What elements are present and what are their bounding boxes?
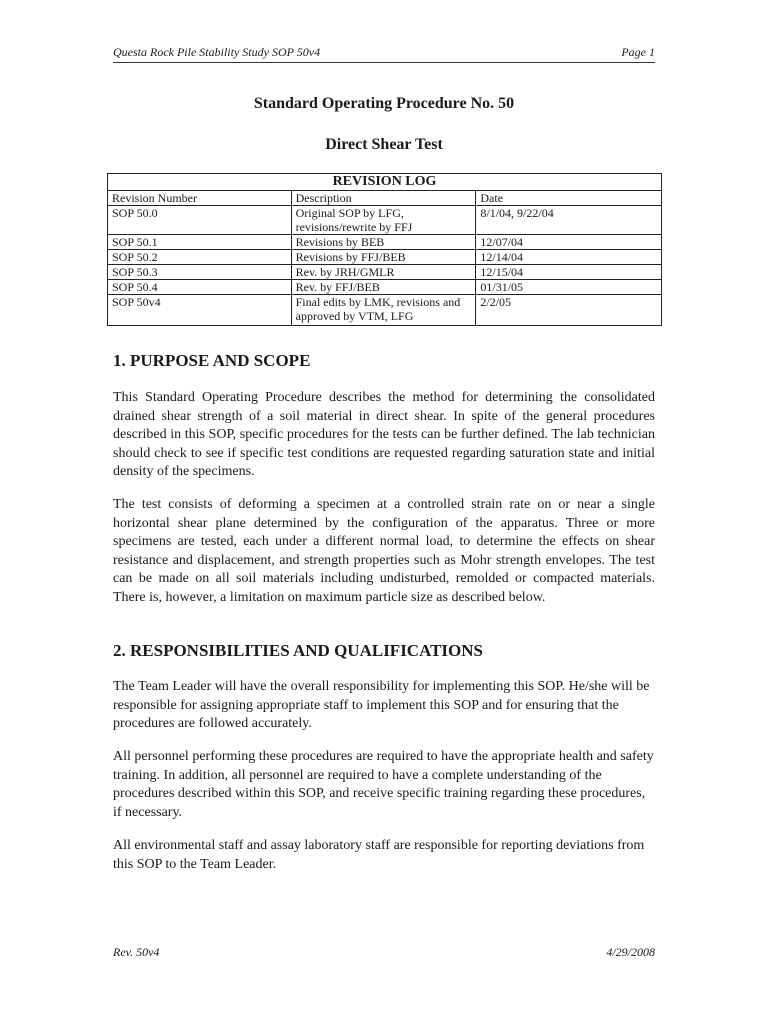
paragraph: All environmental staff and assay laboratory staff are responsible for reporting deviations from this SOP to the Team Leader. [113,838,645,872]
table-cell: 12/07/04 [476,235,662,250]
table-cell: 12/14/04 [476,250,662,265]
table-row [108,280,662,295]
footer-date: 4/29/2008 [606,945,655,959]
table-cell: 8/1/04, 9/22/04 [476,206,662,235]
footer-revision: Rev. 50v4 [113,945,160,959]
table-cell: SOP 50.0 [108,206,292,235]
table-row [108,235,662,250]
section-heading-purpose: 1. PURPOSE AND SCOPE [113,351,311,370]
revision-log-table [107,173,662,326]
section-heading-responsibilities: 2. RESPONSIBILITIES AND QUALIFICATIONS [113,641,484,660]
table-row [108,250,662,265]
paragraph: The test consists of deforming a specimen at a controlled strain rate on or near a single horizontal shear plane determined by the configuration of the apparatus. Three or more specimens are tested, each under a different normal load, to determine the effects on shear resistance and displacement, and strength properties such as Mohr strength envelopes. The test can be made on all soil materials including undisturbed, remolded or compacted materials. There is, however, a limitation on maximum particle size as described below. [113,497,655,605]
paragraph: This Standard Operating Procedure describes the method for determining the consolidated drained shear strength of a soil material in direct shear. In spite of the general procedures described in this SOP, specific procedures for the tests can be further defined. The lab technician should check to see if specific test conditions are requested regarding saturation state and initial density of the specimens. [113,390,655,479]
header-page-number: Page 1 [621,45,655,59]
table-cell: 12/15/04 [476,265,662,280]
paragraph: All personnel performing these procedures are required to have the appropriate health and safety training. In addition, all personnel are required to have a complete understanding of the procedures described within this SOP, and receive specific training regarding these procedures, if necessary. [113,749,654,820]
table-cell: 01/31/05 [476,280,662,295]
paragraph: The Team Leader will have the overall responsibility for implementing this SOP. He/she will be responsible for assigning appropriate staff to implement this SOP and for ensuring that the procedures are followed accurately. [113,679,650,731]
table-row [108,295,662,326]
table-cell: SOP 50.4 [108,280,292,295]
table-cell: SOP 50v4 [108,295,292,326]
document-subtitle: Direct Shear Test [325,136,443,153]
table-cell: Rev. by FFJ/BEB [291,280,476,295]
table-cell: SOP 50.3 [108,265,292,280]
table-cell: Final edits by LMK, revisions and approved by VTM, LFG [291,295,476,326]
table-cell: Revisions by BEB [291,235,476,250]
table-row [108,206,662,235]
column-header: Revision Number [108,191,292,206]
table-cell: 2/2/05 [476,295,662,326]
table-header-row [108,191,662,206]
header-study-title: Questa Rock Pile Stability Study SOP 50v4 [113,45,321,59]
table-cell: SOP 50.1 [108,235,292,250]
table-cell: SOP 50.2 [108,250,292,265]
table-cell: Rev. by JRH/GMLR [291,265,476,280]
document-title: Standard Operating Procedure No. 50 [253,95,515,112]
revision-log-caption: REVISION LOG [108,174,662,191]
column-header: Date [476,191,662,206]
table-row [108,265,662,280]
running-header [113,45,655,63]
table-cell: Revisions by FFJ/BEB [291,250,476,265]
table-cell: Original SOP by LFG, revisions/rewrite by FFJ [291,206,476,235]
column-header: Description [291,191,476,206]
